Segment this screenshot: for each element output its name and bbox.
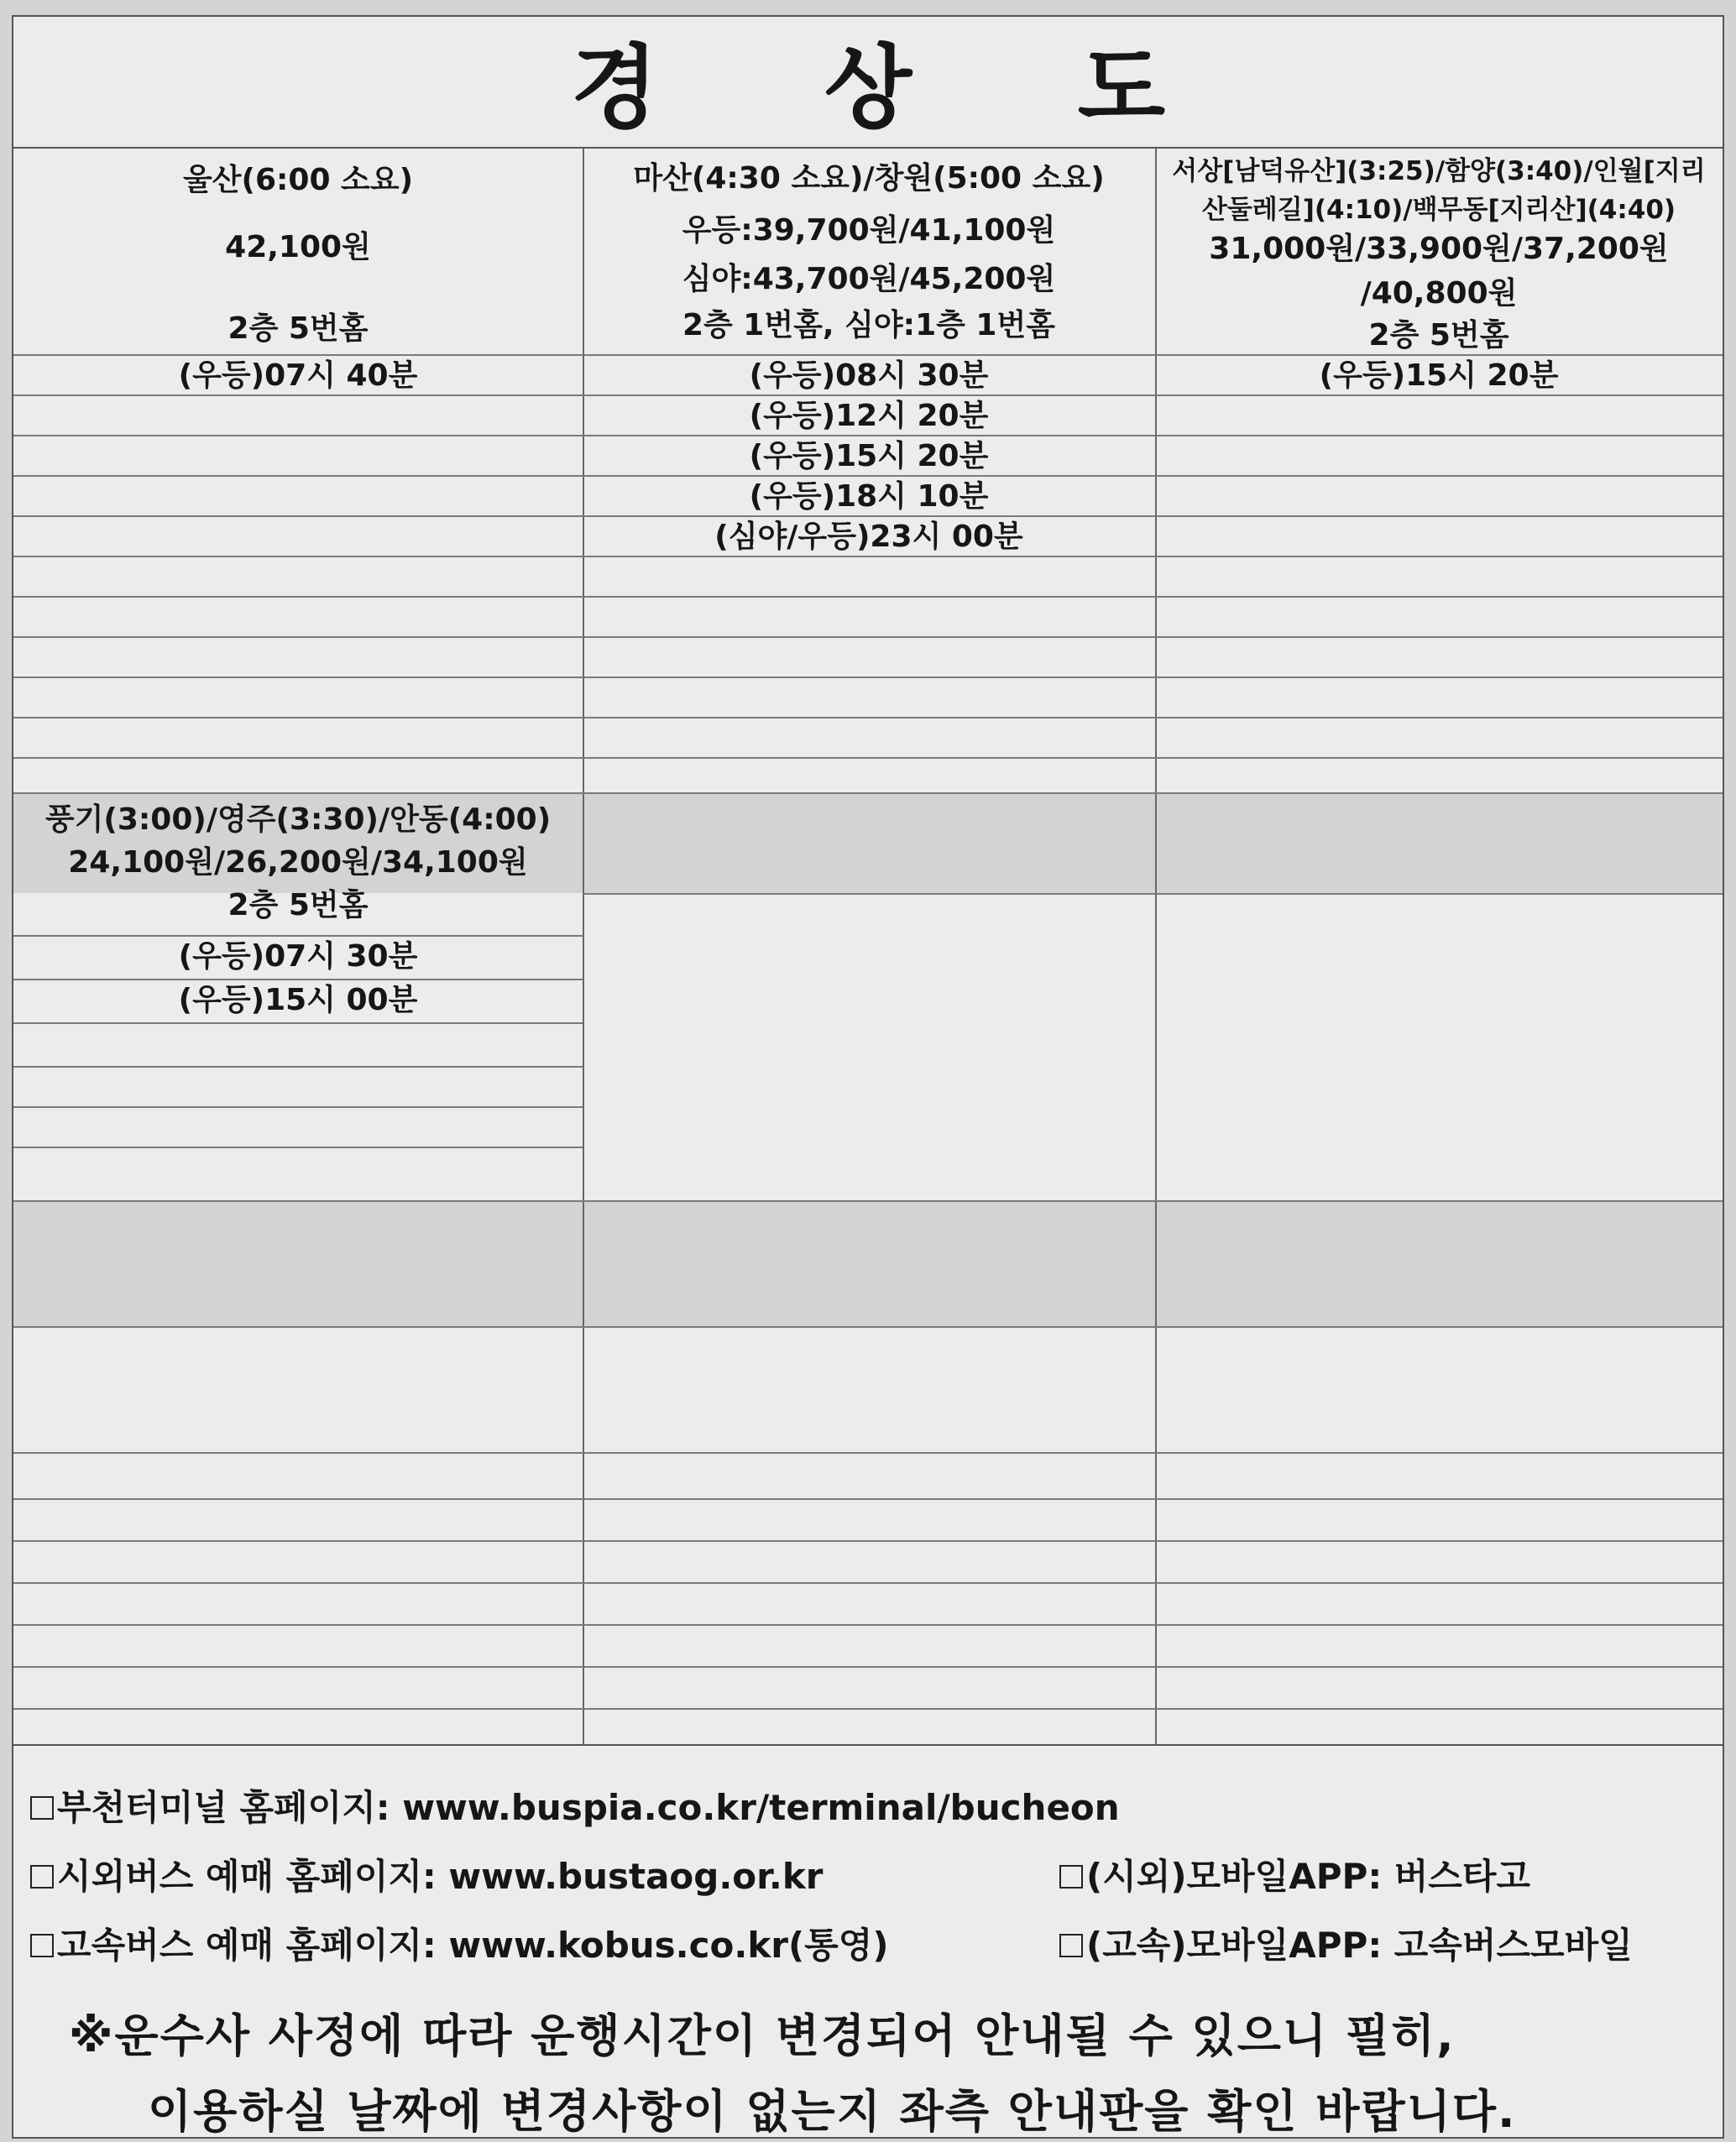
row-divider [13,636,583,638]
row-divider [13,1624,1723,1626]
route-ulsan-fare: 42,100원 [225,230,371,264]
row-divider [13,1066,583,1068]
timetable-sheet [12,15,1724,2139]
homepage-line [30,1780,1120,1831]
route-punggi-name: 풍기(3:00)/영주(3:30)/안동(4:00) [44,802,552,837]
row-divider [13,757,583,759]
express-line [30,1918,889,1968]
intercity-text: 시외버스 예매 홈페이지: www.bustaog.or.kr [57,1856,824,1897]
row-divider [13,394,583,396]
row-divider [1155,556,1723,557]
intercity-line [30,1849,824,1899]
row-divider [13,1540,1723,1542]
row-divider [583,435,1155,436]
row-divider [1155,792,1723,794]
row-divider [583,677,1155,678]
row-divider [13,1326,1723,1328]
row-divider [583,717,1155,718]
departure-time: (심야/우등)23시 00분 [714,520,1023,554]
route-punggi-fare: 24,100원/26,200원/34,100원 [68,845,528,880]
row-divider [583,893,1155,895]
route-ulsan-name: 울산(6:00 소요) [182,163,414,197]
departure-time: (우등)15시 20분 [749,439,989,473]
row-divider [583,636,1155,638]
departure-time: (우등)07시 40분 [178,358,418,393]
row-divider [1155,636,1723,638]
express-text: 고속버스 예매 홈페이지: www.kobus.co.kr(통영) [57,1925,889,1966]
row-divider [13,1022,583,1024]
express-app-text: (고속)모바일APP: 고속버스모바일 [1086,1925,1633,1966]
row-divider [1155,1200,1723,1202]
row-divider [13,515,583,517]
notice-line-1: ※운수사 사정에 따라 운행시간이 변경되어 안내될 수 있으니 필히, [69,2009,1456,2062]
row-divider [13,1452,1723,1454]
row-divider [1155,354,1723,356]
checkbox-icon [1059,1865,1083,1889]
route-seosang-platform: 2층 5번홈 [1368,318,1509,353]
departure-time: (우등)12시 20분 [749,399,989,433]
row-divider [583,354,1155,356]
row-divider [13,1498,1723,1500]
row-divider [1155,717,1723,718]
row-divider [583,792,1155,794]
route-seosang-name-2: 산둘레길](4:10)/백무동[지리산](4:40) [1201,195,1676,225]
row-divider [1155,394,1723,396]
row-divider [13,677,583,678]
departure-time: (우등)18시 10분 [749,479,989,514]
row-divider [1155,677,1723,678]
row-divider [13,717,583,718]
row-divider [13,354,583,356]
row-divider [13,979,583,980]
row-divider [13,1147,583,1148]
timetable-grid [13,147,1723,1746]
intercity-app-text: (시외)모바일APP: 버스타고 [1086,1856,1531,1897]
row-divider [13,1666,1723,1668]
row-divider [13,475,583,477]
departure-time: (우등)07시 30분 [178,939,418,974]
row-divider [1155,515,1723,517]
shaded-band [13,1200,1723,1326]
row-divider [1155,596,1723,598]
page-title: 경 상 도 [570,35,1233,141]
notice-line-2: 이용하실 날짜에 변경사항이 없는지 좌측 안내판을 확인 바랍니다. [148,2085,1517,2138]
row-divider [13,596,583,598]
row-divider [13,556,583,557]
row-divider [583,515,1155,517]
row-divider [583,757,1155,759]
checkbox-icon [1059,1934,1083,1957]
checkbox-icon [30,1934,54,1957]
row-divider [1155,435,1723,436]
route-masan-platform: 2층 1번홈, 심야:1층 1번홈 [682,308,1056,342]
row-divider [13,435,583,436]
row-divider [583,556,1155,557]
departure-time: (우등)15시 20분 [1319,358,1559,393]
homepage-text: 부천터미널 홈페이지: www.buspia.co.kr/terminal/bucheon [57,1787,1120,1828]
departure-time: (우등)15시 00분 [178,983,418,1017]
footer-info [13,1748,1723,2139]
route-seosang-fare-2: /40,800원 [1360,276,1518,311]
row-divider [13,935,583,937]
row-divider [13,1106,583,1108]
departure-time: (우등)08시 30분 [749,358,989,393]
route-masan-fare-deluxe: 우등:39,700원/41,100원 [682,213,1056,248]
row-divider [583,596,1155,598]
route-masan-fare-night: 심야:43,700원/45,200원 [682,262,1056,296]
intercity-app-line [1059,1849,1530,1899]
row-divider [583,1200,1155,1202]
row-divider [1155,757,1723,759]
row-divider [13,1708,1723,1710]
row-divider [13,792,583,794]
route-seosang-name-1: 서상[남덕유산](3:25)/함양(3:40)/인월[지리 [1172,156,1706,186]
checkbox-icon [30,1796,54,1820]
row-divider [1155,475,1723,477]
row-divider [1155,893,1723,895]
row-divider [13,1200,583,1202]
route-punggi-platform: 2층 5번홈 [227,888,369,922]
route-masan-name: 마산(4:30 소요)/창원(5:00 소요) [633,161,1105,196]
row-divider [583,394,1155,396]
checkbox-icon [30,1865,54,1889]
row-divider [583,475,1155,477]
route-seosang-fare-1: 31,000원/33,900원/37,200원 [1209,232,1669,266]
route-ulsan-platform: 2층 5번홈 [227,311,369,346]
express-app-line [1059,1918,1633,1968]
row-divider [13,1582,1723,1584]
